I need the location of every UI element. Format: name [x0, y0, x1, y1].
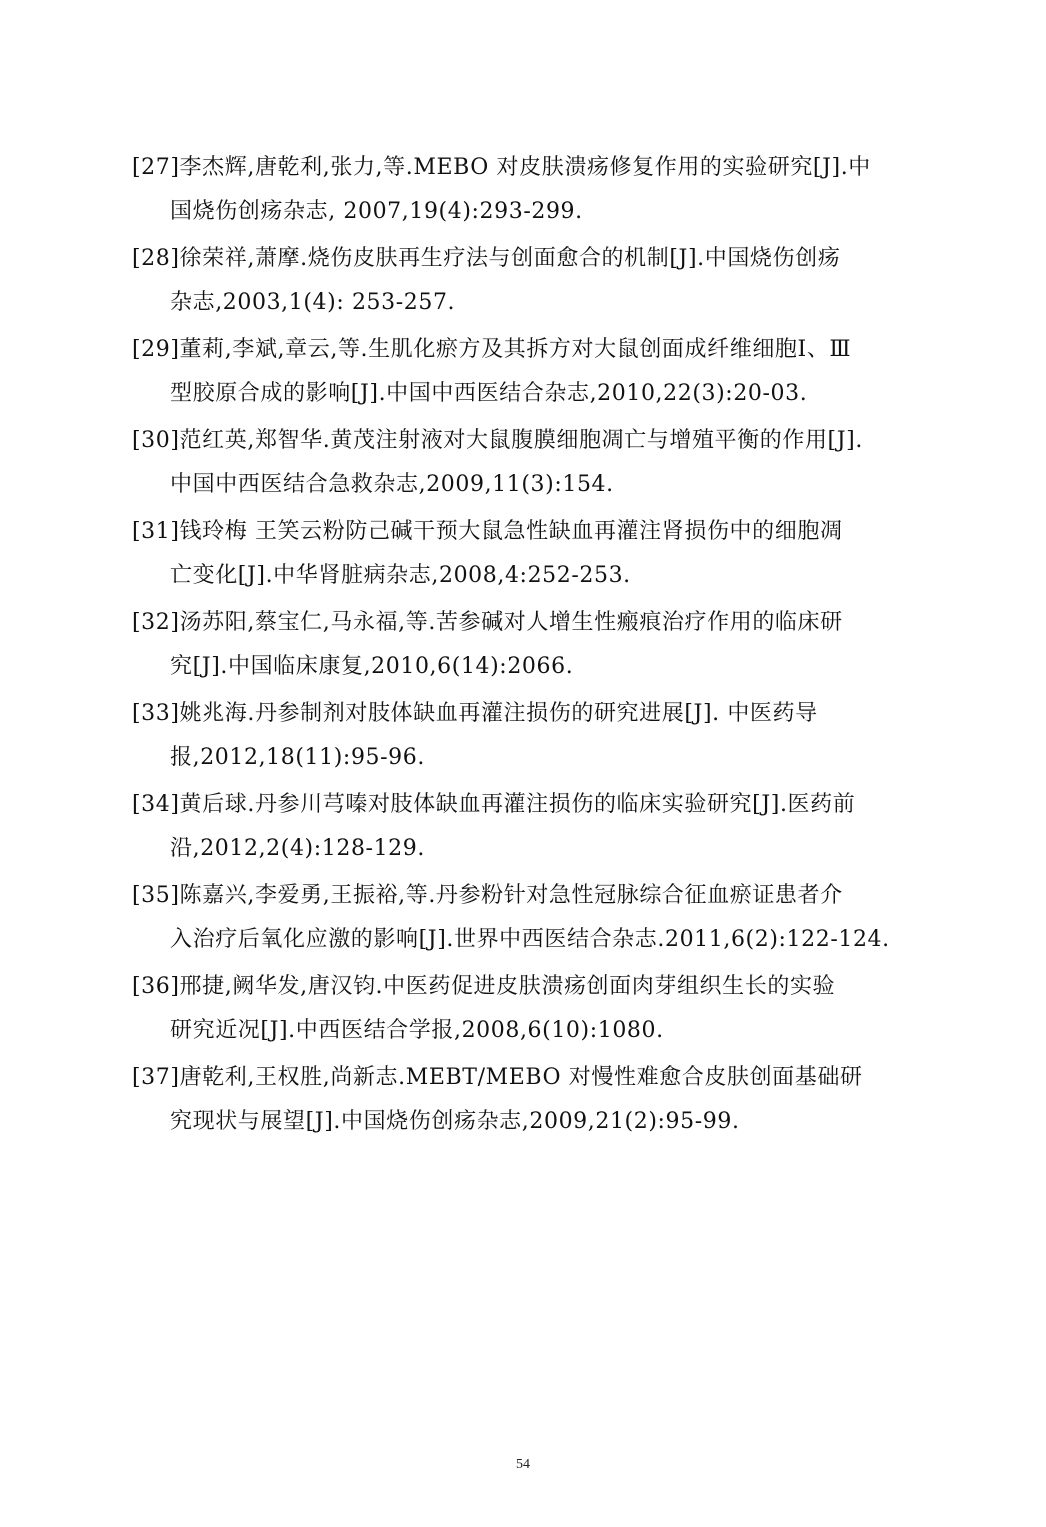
reference-30	[132, 419, 932, 507]
reference-32-line-1: [32]汤苏阳,蔡宝仁,马永福,等.苦参碱对人增生性瘢痕治疗作用的临床研	[132, 610, 843, 635]
reference-36	[132, 965, 932, 1053]
reference-33-line-2: 报,2012,18(11):95-96.	[170, 745, 425, 770]
reference-27-line-2: 国烧伤创疡杂志, 2007,19(4):293-299.	[170, 199, 583, 224]
reference-31-line-1: [31]钱玲梅 王笑云粉防己碱干预大鼠急性缺血再灌注肾损伤中的细胞凋	[132, 519, 843, 544]
reference-32	[132, 601, 932, 689]
reference-34-line-2: 沿,2012,2(4):128-129.	[170, 836, 425, 861]
reference-30-line-1: [30]范红英,郑智华.黄茂注射液对大鼠腹膜细胞凋亡与增殖平衡的作用[J].	[132, 428, 863, 453]
reference-27-line-1: [27]李杰辉,唐乾利,张力,等.MEBO 对皮肤溃疡修复作用的实验研究[J].中	[132, 155, 871, 180]
reference-35	[132, 874, 932, 962]
reference-28-line-2: 杂志,2003,1(4): 253-257.	[170, 290, 456, 315]
reference-29-line-2: 型胶原合成的影响[J].中国中西医结合杂志,2010,22(3):20-03.	[170, 381, 808, 406]
reference-37-line-1: [37]唐乾利,王权胜,尚新志.MEBT/MEBO 对慢性难愈合皮肤创面基础研	[132, 1065, 863, 1090]
reference-35-line-1: [35]陈嘉兴,李爱勇,王振裕,等.丹参粉针对急性冠脉综合征血瘀证患者介	[132, 883, 843, 908]
reference-36-line-1: [36]邢捷,阙华发,唐汉钧.中医药促进皮肤溃疡创面肉芽组织生长的实验	[132, 974, 836, 999]
reference-35-line-2: 入治疗后氧化应激的影响[J].世界中西医结合杂志.2011,6(2):122-124.	[170, 927, 890, 952]
reference-34	[132, 783, 932, 871]
reference-28	[132, 237, 932, 325]
reference-34-line-1: [34]黄后球.丹参川芎嗪对肢体缺血再灌注损伤的临床实验研究[J].医药前	[132, 792, 856, 817]
reference-32-line-2: 究[J].中国临床康复,2010,6(14):2066.	[170, 654, 574, 679]
reference-31-line-2: 亡变化[J].中华肾脏病杂志,2008,4:252-253.	[170, 563, 631, 588]
reference-29-line-1: [29]董莉,李斌,章云,等.生肌化瘀方及其拆方对大鼠创面成纤维细胞Ⅰ、Ⅲ	[132, 337, 852, 362]
reference-37-line-2: 究现状与展望[J].中国烧伤创疡杂志,2009,21(2):95-99.	[170, 1109, 740, 1134]
reference-33	[132, 692, 932, 780]
reference-36-line-2: 研究近况[J].中西医结合学报,2008,6(10):1080.	[170, 1018, 664, 1043]
reference-33-line-1: [33]姚兆海.丹参制剂对肢体缺血再灌注损伤的研究进展[J]. 中医药导	[132, 701, 818, 726]
reference-31	[132, 510, 932, 598]
reference-28-line-1: [28]徐荣祥,萧摩.烧伤皮肤再生疗法与创面愈合的机制[J].中国烧伤创疡	[132, 246, 841, 271]
reference-30-line-2: 中国中西医结合急救杂志,2009,11(3):154.	[170, 472, 614, 497]
reference-29	[132, 328, 932, 416]
page-number: 54	[516, 1457, 530, 1472]
reference-37	[132, 1056, 932, 1144]
reference-27	[132, 146, 932, 234]
